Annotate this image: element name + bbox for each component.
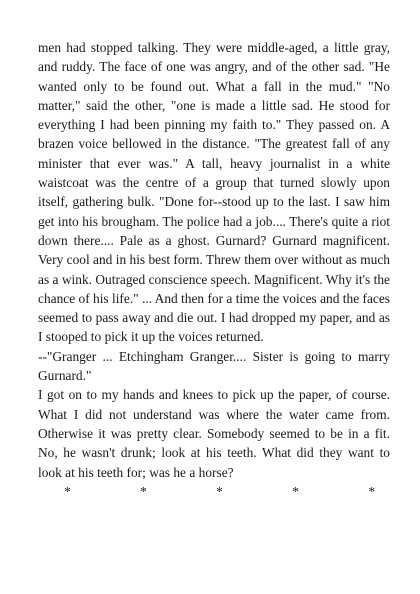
paragraph-1: men had stopped talking. They were middle-aged, a little gray, and ruddy. The face of one was angry, and of the other sad. "He wanted only to be found out. What a fall in the mud." "No matter," said the other, "one is made a little sad. He stood for everything I had been pinning my faith to." They passed on. A brazen voice bellowed in the distance. "The greatest fall of any minister that ever was." A tall, heavy journalist in a white waistcoat was the centre of a group that turned slowly upon itself, gathering bulk. "Done for--stood up to the last. I saw him get into his brougham. The police had a job.... There's quite a riot down there.... Pale as a ghost. Gurnard? Gurnard magnificent. Very cool and in his best form. Threw them over without as much as a wink. Outraged conscience speech. Magnificent. Why it's the chance of his life." ... And then for a time the voices and the faces seemed to pass away and die out. I had dropped my paper, and as I stooped to pick it up the voices returned. bbox=[38, 40, 391, 345]
section-break: * * * * * bbox=[64, 483, 376, 499]
paragraph-2: --"Granger ... Etchingham Granger.... Sister is going to marry Gurnard." bbox=[38, 348, 390, 384]
paragraph-3: I got on to my hands and knees to pick up the paper, of course. What I did not understand was where the water came from. Otherwise it was pretty clear. Somebody seemed to be in a fit. No, he wasn't drunk; look at his teeth. What did they want to look at his teeth for; was he a horse? bbox=[38, 387, 390, 480]
document-page bbox=[38, 38, 390, 501]
